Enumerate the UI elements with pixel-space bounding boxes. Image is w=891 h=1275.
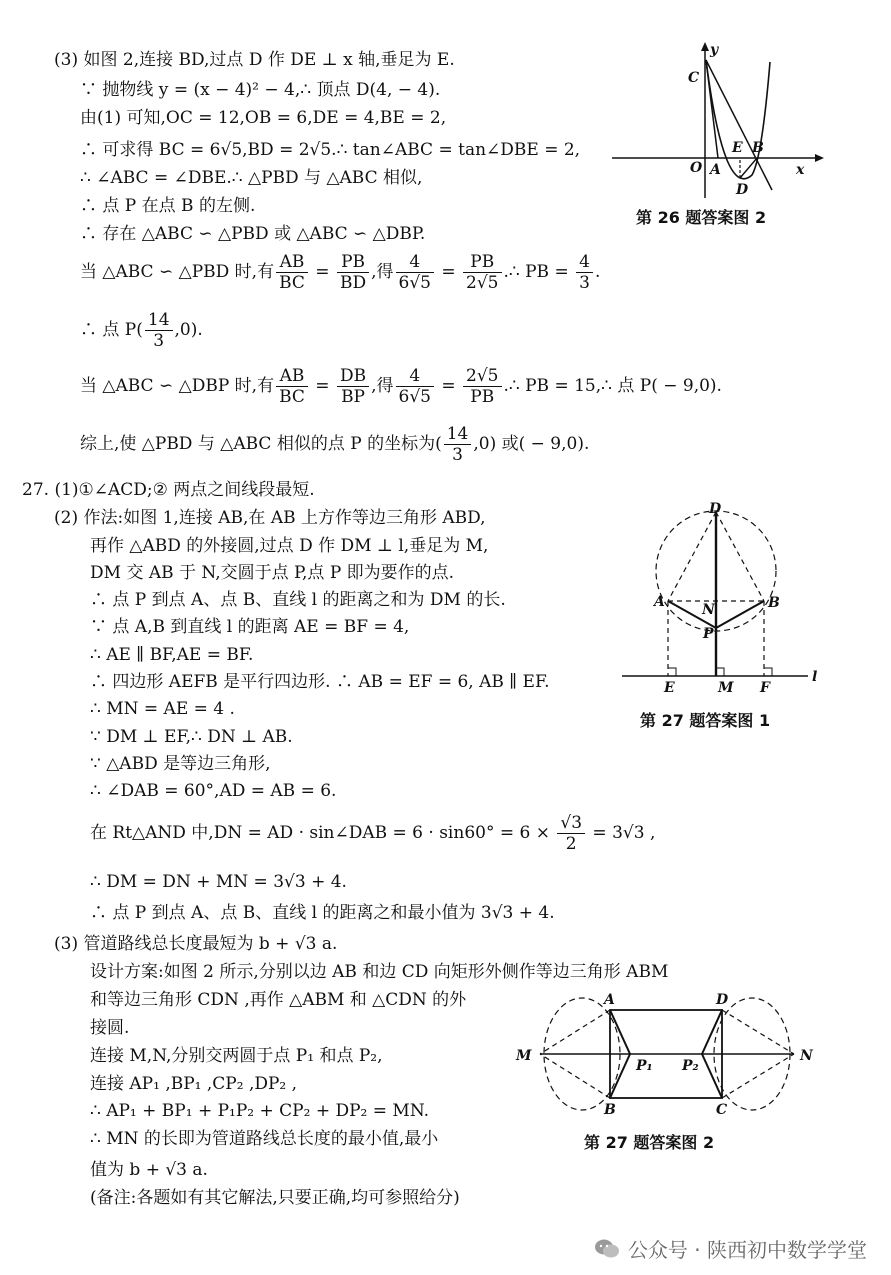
q27-line-4: DM 交 AB 于 N,交圆于点 P,点 P 即为要作的点. — [90, 563, 455, 583]
fraction: $\frac{√3}{2}$ — [557, 813, 585, 854]
q27-line-2: (2) 作法:如图 1,连接 AB,在 AB 上方作等边三角形 ABD, — [54, 508, 486, 528]
q27-line-24: 值为 b + √3 a. — [90, 1160, 208, 1180]
q27-line-11: ∵ △ABD 是等边三角形, — [90, 754, 271, 774]
q27-line-25: (备注:各题如有其它解法,只要正确,均可参照给分) — [90, 1188, 460, 1208]
svg-text:E: E — [732, 140, 743, 156]
q27-line-17: 设计方案:如图 2 所示,分别以边 AB 和边 CD 向矩形外侧作等边三角形 ABM — [90, 962, 669, 982]
q26-line-9: ∴ 点 P( $\frac{14}{3}$ ,0). — [80, 310, 203, 351]
q27-line-23: ∴ MN 的长即为管道路线总长度的最小值,最小 — [90, 1129, 439, 1149]
q27-line-18: 和等边三角形 CDN ,再作 △ABM 和 △CDN 的外 — [90, 990, 467, 1010]
q27-line-19: 接圆. — [90, 1018, 130, 1038]
q27-line-20: 连接 M,N,分别交两圆于点 P₁ 和点 P₂, — [90, 1046, 383, 1066]
q27-line-14: ∴ DM = DN + MN = 3√3 + 4. — [90, 872, 347, 892]
fraction: $\frac{14}{3}$ — [145, 310, 173, 351]
q27-line-1: 27. (1)①∠ACD;② 两点之间线段最短. — [22, 480, 315, 500]
q26-line-6: ∴ 点 P 在点 B 的左侧. — [80, 196, 256, 216]
svg-text:M: M — [516, 1048, 532, 1064]
svg-text:N: N — [800, 1048, 813, 1064]
q27-line-9: ∴ MN = AE = 4 . — [90, 699, 235, 719]
fraction: $\frac{4}{6√5}$ — [396, 252, 434, 293]
svg-text:F: F — [760, 680, 770, 696]
fraction: $\frac{AB}{BC}$ — [276, 366, 308, 407]
svg-text:P: P — [703, 626, 714, 642]
q27-line-5: ∴ 点 P 到点 A、点 B、直线 l 的距离之和为 DM 的长. — [90, 590, 506, 610]
svg-text:D: D — [709, 501, 722, 517]
fraction: $\frac{DB}{BP}$ — [337, 366, 369, 407]
q27-line-3: 再作 △ABD 的外接圆,过点 D 作 DM ⊥ l,垂足为 M, — [90, 536, 489, 556]
q26-line-3: 由(1) 可知,OC = 12,OB = 6,DE = 4,BE = 2, — [80, 108, 447, 128]
svg-text:D: D — [716, 992, 729, 1008]
q26-line-8: 当 △ABC ∽ △PBD 时,有 $\frac{AB}{BC}$ = $\frac{PB}{BD}$ ,得 $\frac{4}{6√5}$ = $\frac{PB}{2√5}$ .∴ PB = $\frac{4}{3}$ . — [80, 252, 601, 293]
svg-text:x: x — [796, 162, 805, 178]
svg-text:l: l — [812, 669, 818, 685]
svg-text:D: D — [736, 182, 749, 198]
svg-text:A: A — [604, 992, 615, 1008]
svg-text:C: C — [716, 1102, 728, 1118]
fraction: $\frac{4}{6√5}$ — [396, 366, 434, 407]
svg-text:B: B — [604, 1102, 616, 1118]
q27-line-8: ∴ 四边形 AEFB 是平行四边形. ∴ AB = EF = 6, AB ∥ EF. — [90, 672, 550, 692]
fig26-caption: 第 26 题答案图 2 — [636, 208, 767, 227]
fraction: $\frac{PB}{2√5}$ — [463, 252, 501, 293]
svg-text:M: M — [718, 680, 734, 696]
fraction: $\frac{AB}{BC}$ — [276, 252, 308, 293]
q27-line-6: ∵ 点 A,B 到直线 l 的距离 AE = BF = 4, — [90, 617, 410, 637]
q26-line-2: ∵ 抛物线 y = (x − 4)² − 4,∴ 顶点 D(4, − 4). — [80, 80, 441, 100]
svg-text:A: A — [710, 162, 721, 178]
q27-line-7: ∴ AE ∥ BF,AE = BF. — [90, 645, 254, 665]
fraction: $\frac{4}{3}$ — [576, 252, 593, 293]
svg-text:N: N — [702, 602, 715, 618]
svg-text:E: E — [664, 680, 675, 696]
svg-text:P₂: P₂ — [682, 1058, 699, 1074]
svg-text:P₁: P₁ — [636, 1058, 653, 1074]
parabola-figure — [612, 40, 827, 200]
q27-line-15: ∴ 点 P 到点 A、点 B、直线 l 的距离之和最小值为 3√3 + 4. — [90, 903, 555, 923]
watermark — [594, 1234, 867, 1263]
svg-text:y: y — [710, 42, 719, 58]
svg-text:C: C — [688, 70, 700, 86]
q26-line-7: ∴ 存在 △ABC ∽ △PBD 或 △ABC ∽ △DBP. — [80, 224, 426, 244]
watermark-text: 公众号 · 陕西初中数学学堂 — [627, 1238, 867, 1262]
fig27-2-caption: 第 27 题答案图 2 — [584, 1133, 715, 1152]
q26-line-4: ∴ 可求得 BC = 6√5,BD = 2√5.∴ tan∠ABC = tan∠DBE = 2, — [80, 140, 581, 160]
svg-text:O: O — [690, 160, 703, 176]
fraction: $\frac{14}{3}$ — [444, 424, 472, 465]
q27-line-16: (3) 管道路线总长度最短为 b + √3 a. — [54, 934, 338, 954]
q26-line-1: (3) 如图 2,连接 BD,过点 D 作 DE ⊥ x 轴,垂足为 E. — [54, 50, 455, 70]
q27-line-21: 连接 AP₁ ,BP₁ ,CP₂ ,DP₂ , — [90, 1074, 298, 1094]
q27-line-10: ∵ DM ⊥ EF,∴ DN ⊥ AB. — [90, 727, 293, 747]
fraction: $\frac{PB}{BD}$ — [337, 252, 369, 293]
svg-text:A: A — [654, 594, 665, 610]
svg-text:B: B — [768, 595, 780, 611]
fraction: $\frac{2√5}{PB}$ — [463, 366, 501, 407]
fig27-1-caption: 第 27 题答案图 1 — [640, 711, 771, 730]
q27-line-13: 在 Rt△AND 中,DN = AD · sin∠DAB = 6 · sin60° = 6 × $\frac{√3}{2}$ = 3√3 , — [90, 813, 656, 854]
q26-line-10: 当 △ABC ∽ △DBP 时,有 $\frac{AB}{BC}$ = $\frac{DB}{BP}$ ,得 $\frac{4}{6√5}$ = $\frac{2√5}{PB}$ .∴ PB = 15,∴ 点 P( − 9,0). — [80, 366, 722, 407]
q27-line-12: ∴ ∠DAB = 60°,AD = AB = 6. — [90, 781, 337, 801]
q27-line-22: ∴ AP₁ + BP₁ + P₁P₂ + CP₂ + DP₂ = MN. — [90, 1101, 430, 1121]
rectangle-pipeline-figure — [512, 992, 822, 1122]
svg-text:B: B — [752, 140, 764, 156]
wechat-icon — [594, 1238, 620, 1260]
equilateral-triangle-figure — [618, 500, 833, 700]
q26-line-5: ∴ ∠ABC = ∠DBE.∴ △PBD 与 △ABC 相似, — [80, 168, 423, 188]
q26-line-11: 综上,使 △PBD 与 △ABC 相似的点 P 的坐标为( $\frac{14}{3}$ ,0) 或( − 9,0). — [80, 424, 590, 465]
